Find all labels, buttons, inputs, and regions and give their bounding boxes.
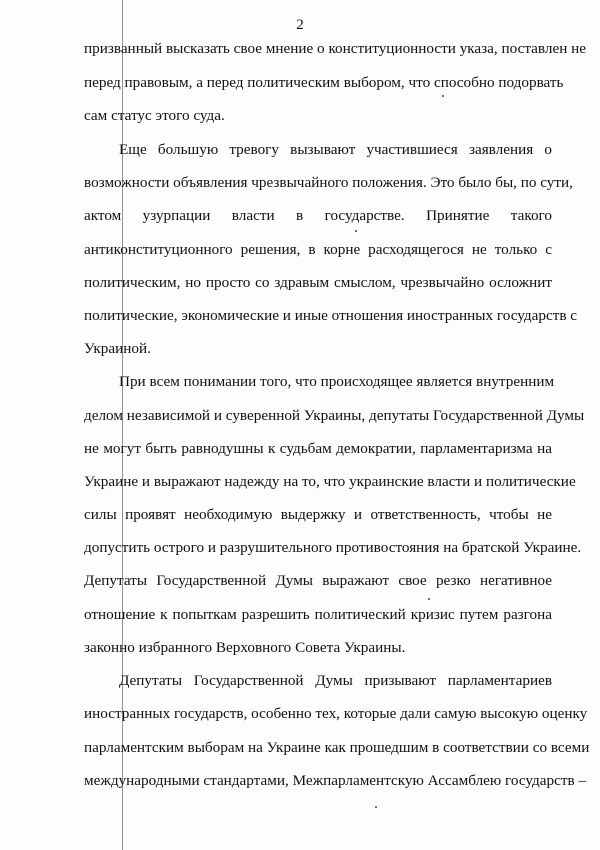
- page-number: 2: [296, 17, 304, 33]
- text-line: призванный высказать свое мнение о конституционности указа, поставлен не: [84, 40, 586, 57]
- text-line: парламентским выборам на Украине как прошедшим в соответствии со всеми: [84, 739, 590, 756]
- text-line: возможности объявления чрезвычайного положения. Это было бы, по сути,: [84, 174, 573, 191]
- text-line: законно избранного Верховного Совета Украины.: [84, 639, 406, 656]
- scan-speck: [355, 230, 357, 232]
- scan-speck: [442, 95, 444, 97]
- text-line: Украине и выражают надежду на то, что украинские власти и политические: [84, 473, 576, 490]
- text-line: Депутаты Государственной Думы выражают свое резко негативное: [84, 572, 552, 589]
- text-line: не могут быть равнодушны к судьбам демократии, парламентаризма на: [84, 440, 552, 457]
- text-line: антиконституционного решения, в корне расходящегося не только с: [84, 241, 552, 258]
- text-line: актом узурпации власти в государстве. Принятие такого: [84, 207, 552, 224]
- text-line: Украиной.: [84, 340, 151, 357]
- text-line: иностранных государств, особенно тех, которые дали самую высокую оценку: [84, 705, 588, 722]
- text-line: сам статус этого суда.: [84, 107, 225, 124]
- text-line: силы проявят необходимую выдержку и ответственность, чтобы не: [84, 506, 552, 523]
- text-line: Еще большую тревогу вызывают участившиеся заявления о: [119, 141, 552, 158]
- text-line: допустить острого и разрушительного противостояния на братской Украине.: [84, 539, 582, 556]
- text-line: делом независимой и суверенной Украины, депутаты Государственной Думы: [84, 407, 585, 424]
- text-line: Депутаты Государственной Думы призывают парламентариев: [119, 672, 552, 689]
- text-line: При всем понимании того, что происходящее является внутренним: [119, 373, 555, 390]
- text-line: отношение к попыткам разрешить политический кризис путем разгона: [84, 606, 552, 623]
- scan-speck: [428, 598, 430, 600]
- text-line: перед правовым, а перед политическим выбором, что способно подорвать: [84, 74, 564, 91]
- text-line: политическим, но просто со здравым смыслом, чрезвычайно осложнит: [84, 274, 552, 291]
- text-line: политические, экономические и иные отношения иностранных государств с: [84, 307, 578, 324]
- text-line: международными стандартами, Межпарламентскую Ассамблею государств –: [84, 772, 587, 789]
- scan-speck: [375, 806, 377, 808]
